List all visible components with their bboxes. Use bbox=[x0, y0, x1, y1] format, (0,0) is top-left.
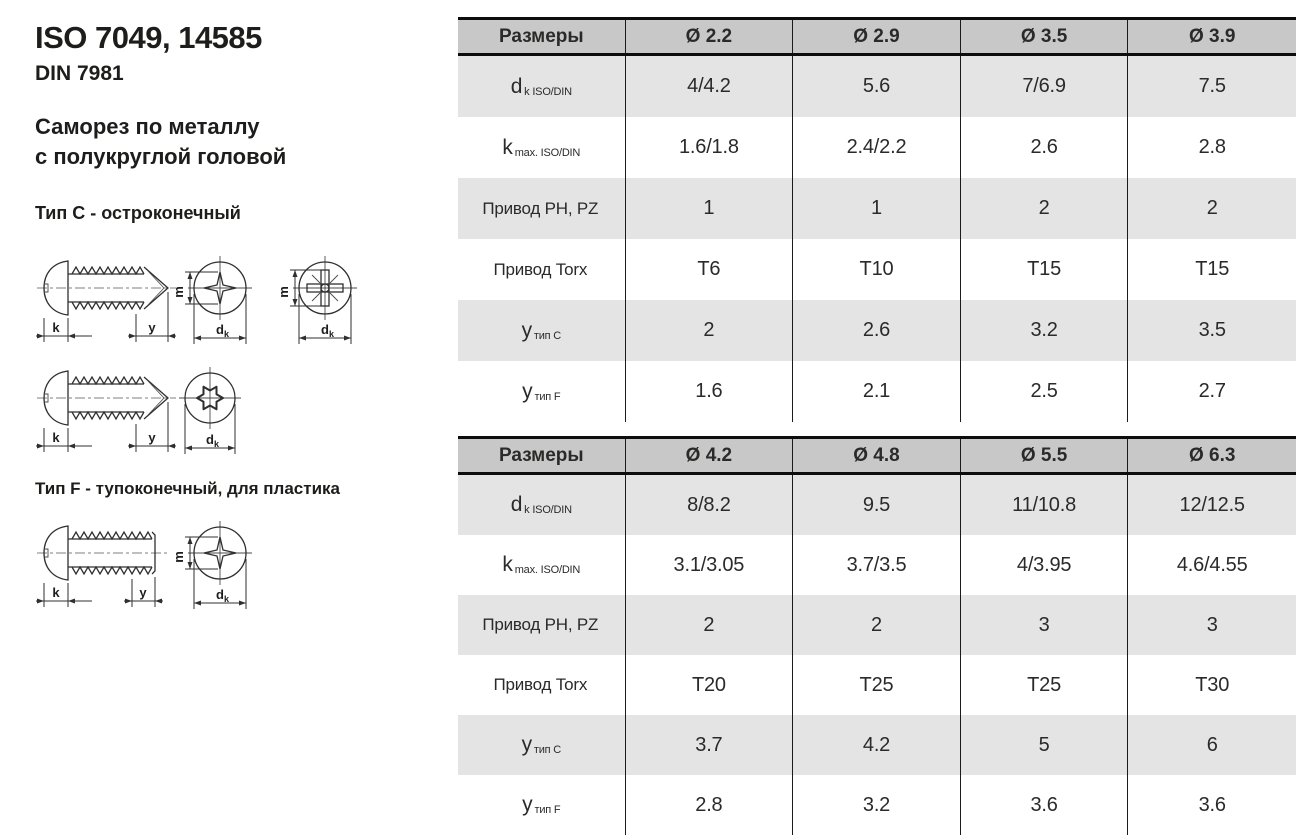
table-row-dk bbox=[458, 475, 1296, 535]
row-label-main: Привод PH, PZ bbox=[482, 198, 599, 218]
spec-table-large-diameters bbox=[458, 436, 1296, 835]
row-label-sub: тип F bbox=[534, 390, 561, 403]
description-line-2: с полукруглой головой bbox=[35, 144, 287, 169]
table-row-drive-torx bbox=[458, 239, 1296, 300]
type-c-torx-drawing bbox=[35, 358, 295, 458]
row-label bbox=[458, 475, 626, 535]
description-line-1: Саморез по металлу bbox=[35, 114, 260, 139]
row-label-main: y bbox=[521, 733, 532, 756]
value-cell: T6 bbox=[626, 239, 794, 300]
dim-label-d-sub: k bbox=[329, 329, 335, 339]
header-cell-diameter: Ø 3.9 bbox=[1188, 25, 1236, 47]
row-label bbox=[458, 239, 626, 300]
value-cell: T10 bbox=[793, 239, 961, 300]
table-row-dk bbox=[458, 56, 1296, 117]
standard-code: DIN 7981 bbox=[35, 62, 124, 85]
value-cell: 9.5 bbox=[793, 475, 961, 535]
row-label-sub: max. ISO/DIN bbox=[514, 146, 581, 159]
row-label bbox=[458, 715, 626, 775]
header-cell-diameter: Ø 4.2 bbox=[626, 439, 794, 472]
dim-label-d-sub: k bbox=[214, 439, 220, 449]
value-cell: 7/6.9 bbox=[961, 56, 1129, 117]
table-row-drive-ph-pz bbox=[458, 595, 1296, 655]
row-label-sub: k ISO/DIN bbox=[524, 504, 572, 516]
row-label-sub: тип C bbox=[533, 329, 562, 342]
value-cell: 2.8 bbox=[1198, 136, 1226, 158]
row-label-sub: k ISO/DIN bbox=[524, 85, 572, 98]
dim-label-k: k bbox=[52, 430, 60, 445]
value-cell: 3.6 bbox=[961, 775, 1129, 835]
phillips-head-view bbox=[171, 521, 252, 609]
page-title: ISO 7049, 14585 bbox=[35, 20, 262, 55]
row-label-sub: тип F bbox=[534, 804, 561, 816]
dim-label-k: k bbox=[52, 320, 60, 335]
row-label-main: Привод Torx bbox=[493, 675, 588, 694]
row-label-main: y bbox=[522, 379, 533, 403]
row-label bbox=[458, 775, 626, 835]
phillips-head-view bbox=[171, 256, 252, 344]
value-cell: T15 bbox=[1195, 258, 1230, 280]
dim-label-y: y bbox=[139, 585, 147, 600]
screw-side-view bbox=[37, 261, 176, 315]
value-cell: 4/3.95 bbox=[961, 535, 1129, 595]
row-label bbox=[458, 535, 626, 595]
value-cell: 4.6/4.55 bbox=[1176, 553, 1248, 576]
table-row-y-type-f bbox=[458, 361, 1296, 422]
value-cell: 3 bbox=[961, 595, 1129, 655]
value-cell: 2.8 bbox=[626, 775, 794, 835]
dim-label-y: y bbox=[148, 320, 156, 335]
value-cell: T25 bbox=[961, 655, 1129, 715]
header-cell-diameter: Ø 3.5 bbox=[961, 20, 1129, 53]
value-cell: 3.2 bbox=[793, 775, 961, 835]
torx-head-view bbox=[179, 367, 241, 454]
dim-label-m: m bbox=[276, 286, 291, 298]
value-cell: 3.1/3.05 bbox=[626, 535, 794, 595]
value-cell: 2.6 bbox=[961, 117, 1129, 178]
dim-label-d: d bbox=[216, 587, 224, 602]
header-cell-sizes: Размеры bbox=[458, 439, 626, 472]
product-description bbox=[35, 112, 286, 172]
table-row-y-type-c bbox=[458, 300, 1296, 361]
row-label bbox=[458, 361, 626, 422]
row-label-sub: max. ISO/DIN bbox=[514, 564, 581, 576]
table-row-kmax bbox=[458, 535, 1296, 595]
value-cell: 3.5 bbox=[1198, 319, 1226, 341]
dim-label-d: d bbox=[216, 322, 224, 337]
row-label-main: Привод Torx bbox=[493, 259, 588, 279]
header-cell-diameter: Ø 4.8 bbox=[793, 439, 961, 472]
table-row-kmax bbox=[458, 117, 1296, 178]
type-c-heading: Тип C - остроконечный bbox=[35, 203, 241, 223]
screw-side-view bbox=[37, 526, 169, 580]
value-cell: 1.6 bbox=[626, 361, 794, 422]
dimension-k bbox=[36, 583, 92, 607]
row-label-sub: тип C bbox=[533, 744, 562, 756]
header-cell-diameter: Ø 2.2 bbox=[626, 20, 794, 53]
header-cell-diameter: Ø 6.3 bbox=[1188, 444, 1236, 466]
value-cell: 3.7 bbox=[626, 715, 794, 775]
row-label-main: d bbox=[510, 493, 523, 516]
dim-label-k: k bbox=[52, 585, 60, 600]
value-cell: 2 bbox=[626, 595, 794, 655]
value-cell: 1 bbox=[626, 178, 794, 239]
value-cell: 8/8.2 bbox=[626, 475, 794, 535]
value-cell: 3 bbox=[1206, 613, 1218, 636]
value-cell: 5.6 bbox=[793, 56, 961, 117]
row-label-main: y bbox=[521, 318, 532, 342]
dimension-y bbox=[128, 402, 176, 452]
value-cell: 2.6 bbox=[793, 300, 961, 361]
value-cell: 4/4.2 bbox=[626, 56, 794, 117]
value-cell: 2 bbox=[793, 595, 961, 655]
row-label bbox=[458, 178, 626, 239]
spec-table-small-diameters bbox=[458, 17, 1296, 422]
value-cell: 1 bbox=[793, 178, 961, 239]
header-cell-diameter: Ø 2.9 bbox=[793, 20, 961, 53]
value-cell: 3.7/3.5 bbox=[793, 535, 961, 595]
row-label-main: y bbox=[522, 793, 533, 816]
dimension-y bbox=[124, 577, 163, 607]
value-cell: 3.2 bbox=[961, 300, 1129, 361]
dimension-k bbox=[36, 318, 92, 342]
value-cell: T30 bbox=[1195, 673, 1230, 696]
table-row-drive-torx bbox=[458, 655, 1296, 715]
row-label bbox=[458, 300, 626, 361]
header-cell-diameter: Ø 5.5 bbox=[961, 439, 1129, 472]
row-label-main: k bbox=[502, 135, 513, 159]
row-label bbox=[458, 655, 626, 715]
dim-label-d: d bbox=[321, 322, 329, 337]
dim-label-d-sub: k bbox=[224, 329, 230, 339]
screw-side-view bbox=[37, 371, 176, 425]
value-cell: T25 bbox=[793, 655, 961, 715]
dimension-y bbox=[128, 292, 176, 342]
row-label bbox=[458, 56, 626, 117]
value-cell: 2 bbox=[1206, 197, 1218, 219]
row-label bbox=[458, 595, 626, 655]
dim-label-m: m bbox=[171, 551, 186, 563]
type-f-drawing bbox=[35, 513, 295, 613]
type-f-heading: Тип F - тупоконечный, для пластика bbox=[35, 479, 340, 498]
value-cell: 2 bbox=[626, 300, 794, 361]
table-header-row bbox=[458, 436, 1296, 475]
value-cell: 7.5 bbox=[1198, 75, 1226, 97]
type-c-drawing bbox=[35, 248, 370, 348]
value-cell: 4.2 bbox=[793, 715, 961, 775]
header-cell-sizes: Размеры bbox=[458, 20, 626, 53]
value-cell: 11/10.8 bbox=[961, 475, 1129, 535]
pozidriv-head-view bbox=[276, 256, 357, 344]
table-row-drive-ph-pz bbox=[458, 178, 1296, 239]
dim-label-m: m bbox=[171, 286, 186, 298]
table-row-y-type-f bbox=[458, 775, 1296, 835]
value-cell: 2.4/2.2 bbox=[793, 117, 961, 178]
value-cell: 5 bbox=[961, 715, 1129, 775]
value-cell: 2.1 bbox=[793, 361, 961, 422]
dim-label-d-sub: k bbox=[224, 594, 230, 604]
value-cell: T20 bbox=[626, 655, 794, 715]
row-label-main: d bbox=[510, 74, 523, 98]
value-cell: 3.6 bbox=[1198, 793, 1226, 816]
row-label-main: k bbox=[502, 553, 513, 576]
value-cell: 2.7 bbox=[1198, 380, 1226, 402]
dimension-k bbox=[36, 428, 92, 452]
value-cell: 6 bbox=[1206, 733, 1218, 756]
value-cell: 2 bbox=[961, 178, 1129, 239]
table-header-row bbox=[458, 17, 1296, 56]
value-cell: 12/12.5 bbox=[1179, 493, 1245, 516]
dim-label-d: d bbox=[206, 432, 214, 447]
value-cell: T15 bbox=[961, 239, 1129, 300]
row-label bbox=[458, 117, 626, 178]
value-cell: 1.6/1.8 bbox=[626, 117, 794, 178]
table-row-y-type-c bbox=[458, 715, 1296, 775]
row-label-main: Привод PH, PZ bbox=[482, 615, 599, 634]
value-cell: 2.5 bbox=[961, 361, 1129, 422]
dim-label-y: y bbox=[148, 430, 156, 445]
